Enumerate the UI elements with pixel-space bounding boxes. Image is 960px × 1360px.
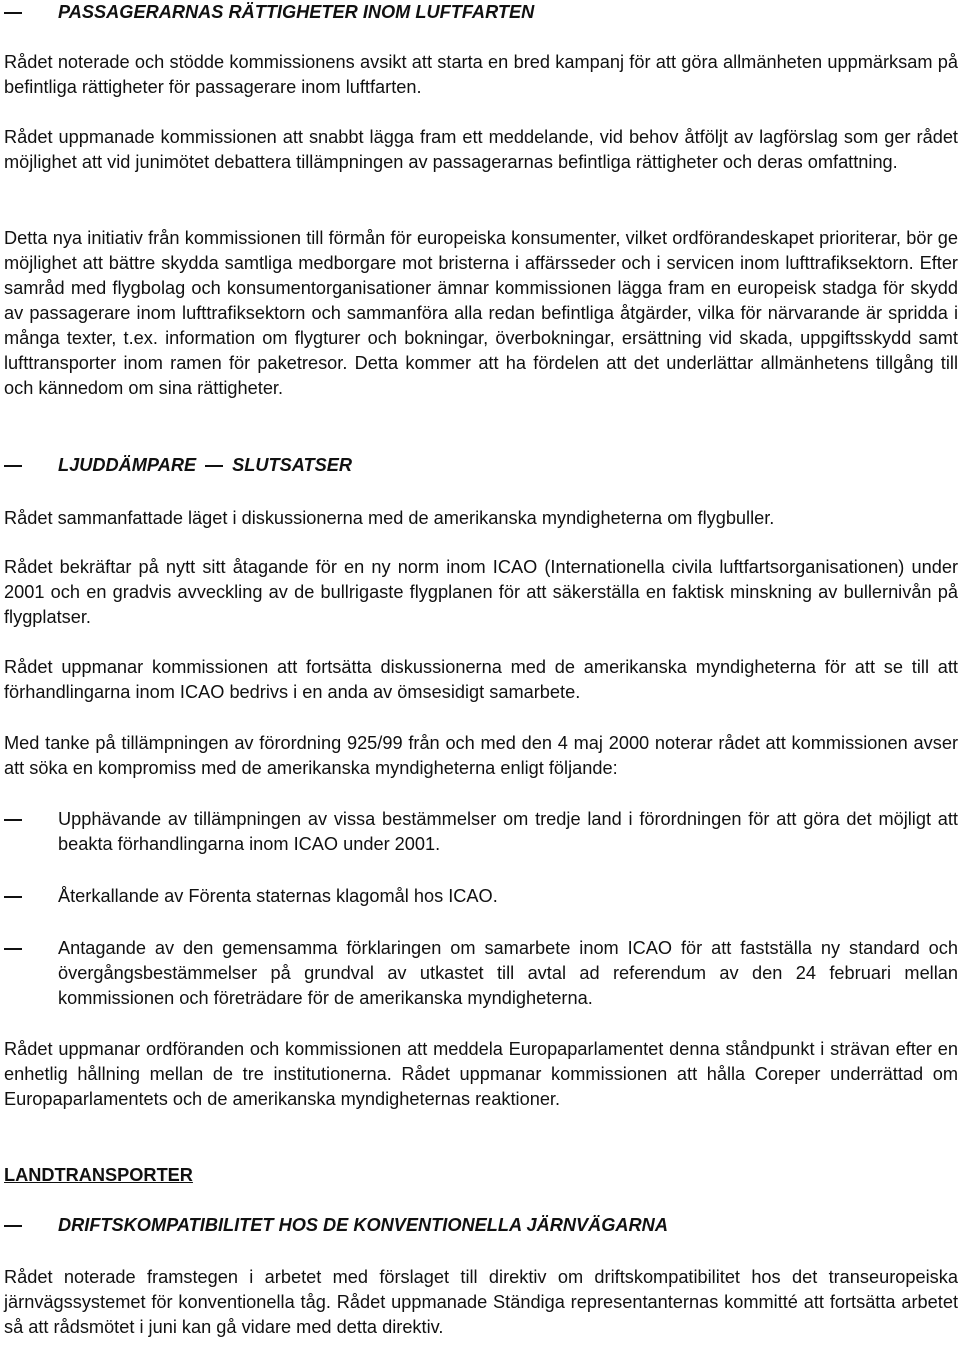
list-item: Antagande av den gemensamma förklaringen om samarbete inom ICAO för att fastställa ny standard och övergångsbestämmelser på grundval av utkastet till avtal ad referendum av den 24 februari mellan kommissionen och företrädare för de amerikanska myndigheterna. [58, 938, 958, 1008]
paragraph: Rådet noterade framstegen i arbetet med förslaget till direktiv om driftskompatibilitet hos det transeuropeiska järnvägssystemet för konventionella tåg. Rådet uppmanade Ständiga representanternas kommitté att fortsätta arbetet så att rådsmötet i juni kan gå vidare med detta direktiv. [4, 1267, 958, 1337]
list-item: Upphävande av tillämpningen av vissa bestämmelser om tredje land i förordningen för att göra det möjligt att beakta förhandlingarna inom ICAO under 2001. [58, 809, 958, 854]
heading-dash [4, 1225, 22, 1227]
heading-hushkits-part2: SLUTSATSER [232, 455, 352, 475]
paragraph: Detta nya initiativ från kommissionen till förmån för europeiska konsumenter, vilket ordförandeskapet prioriterar, bör ge möjlighet att bättre skydda samtliga medborgare mot bristerna i affärsseder och i servicen inom lufttrafiksektorn. Efter samråd med flygbolag och konsumentorganisationer ämnar kommissionen lägga fram en europeisk stadga för skydd av passagerare inom lufttrafiksektorn och sammanföra alla redan befintliga åtgärder, vilka för närvarande är spridda i många texter, t.ex. information om flygturer och bokningar, överbokningar, ersättning vid skada, uppgiftsskydd samt lufttransporter inom ramen för paketresor. Detta kommer att ha fördelen att det underlättar allmänhetens tillgång till och kännedom om sina rättigheter. [4, 228, 958, 398]
paragraph: Rådet uppmanade kommissionen att snabbt lägga fram ett meddelande, vid behov åtföljt av lagförslag som ger rådet möjlighet att vid junimötet debattera tillämpningen av passagerarnas befintliga rättigheter och deras omfattning. [4, 127, 958, 172]
heading-hushkits [58, 453, 352, 478]
inline-dash [205, 465, 223, 467]
list-dash [4, 948, 22, 950]
heading-rail-interoperability: DRIFTSKOMPATIBILITET HOS DE KONVENTIONELLA JÄRNVÄGARNA [58, 1215, 668, 1235]
paragraph: Med tanke på tillämpningen av förordning 925/99 från och med den 4 maj 2000 noterar rådet att kommissionen avser att söka en kompromiss med de amerikanska myndigheterna enligt följande: [4, 733, 958, 778]
list-dash [4, 896, 22, 898]
heading-passenger-rights: PASSAGERARNAS RÄTTIGHETER INOM LUFTFARTEN [58, 2, 535, 22]
paragraph: Rådet uppmanar kommissionen att fortsätta diskussionerna med de amerikanska myndigheterna för att se till att förhandlingarna inom ICAO bedrivs i en anda av ömsesidigt samarbete. [4, 657, 958, 702]
section-title-land-transport: LANDTRANSPORTER [4, 1165, 193, 1185]
paragraph: Rådet sammanfattade läget i diskussionerna med de amerikanska myndigheterna om flygbuller. [4, 508, 775, 528]
heading-dash [4, 465, 22, 467]
paragraph: Rådet uppmanar ordföranden och kommissionen att meddela Europaparlamentet denna ståndpunkt i strävan efter en enhetlig hållning mellan de tre institutionerna. Rådet uppmanar kommissionen att hålla Coreper underrättad om Europaparlamentets och de amerikanska myndigheternas reaktioner. [4, 1039, 958, 1109]
list-item: Återkallande av Förenta staternas klagomål hos ICAO. [58, 886, 498, 906]
paragraph: Rådet bekräftar på nytt sitt åtagande för en ny norm inom ICAO (Internationella civila luftfartsorganisationen) under 2001 och en gradvis avveckling av de bullrigaste flygplanen för att säkerställa en faktisk minskning av bullernivån på flygplatser. [4, 557, 958, 627]
heading-hushkits-part1: LJUDDÄMPARE [58, 455, 197, 475]
paragraph: Rådet noterade och stödde kommissionens avsikt att starta en bred kampanj för att göra allmänheten uppmärksam på befintliga rättigheter för passagerare inom luftfarten. [4, 52, 958, 97]
list-dash [4, 819, 22, 821]
heading-dash [4, 12, 22, 14]
